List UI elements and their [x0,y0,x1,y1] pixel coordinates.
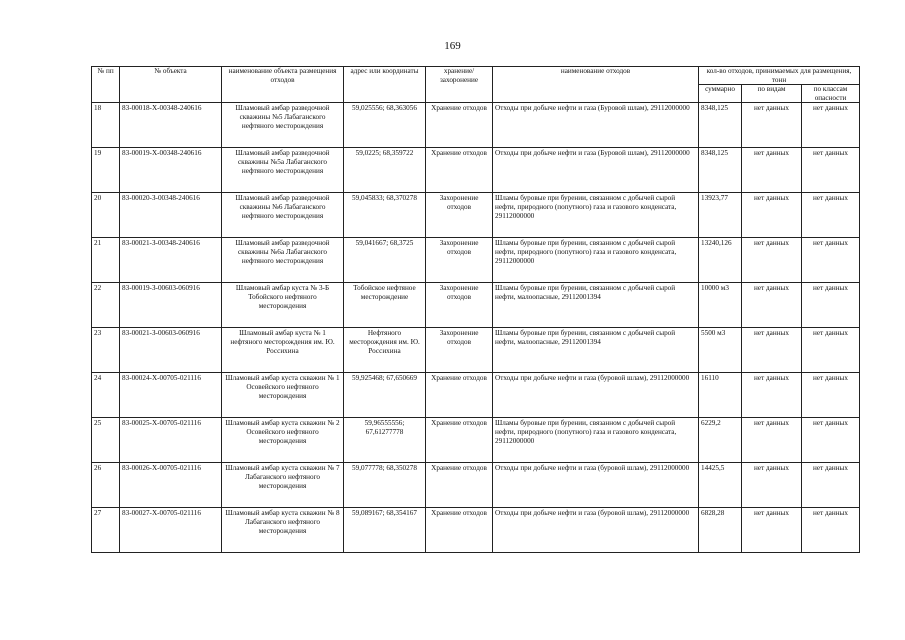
cell-by-class: нет данных [802,328,860,373]
cell-waste: Отходы при добыче нефти и газа (буровой шлам), 29112000000 [493,373,699,418]
header-waste-name: наименование отходов [493,67,699,103]
cell-object-no: 83-00019-З-00603-060916 [120,283,222,328]
cell-address: 59,045833; 68,370278 [344,193,426,238]
header-object-no: № объекта [120,67,222,103]
header-object-name: наименование объекта размещения отходов [222,67,344,103]
cell-by-class: нет данных [802,418,860,463]
cell-total: 16110 [699,373,742,418]
cell-total: 14425,5 [699,463,742,508]
cell-total: 13923,77 [699,193,742,238]
cell-storage: Хранение отходов [426,373,493,418]
cell-waste: Шламы буровые при бурении, связанном с добычей сырой нефти, природного (попутного) газа и газового конденсата, 29112000000 [493,418,699,463]
cell-address: 59,089167; 68,354167 [344,508,426,553]
cell-num: 19 [92,148,120,193]
cell-by-type: нет данных [742,193,802,238]
table-row [92,283,860,328]
cell-num: 25 [92,418,120,463]
table-row [92,418,860,463]
cell-by-class: нет данных [802,148,860,193]
cell-by-class: нет данных [802,193,860,238]
cell-total: 13240,126 [699,238,742,283]
table-body [92,103,860,553]
cell-by-type: нет данных [742,148,802,193]
cell-object-no: 83-00025-Х-00705-021116 [120,418,222,463]
header-row [92,67,860,85]
cell-address: 59,96555556; 67,61277778 [344,418,426,463]
cell-address: 59,077778; 68,350278 [344,463,426,508]
waste-facility-table [91,66,860,553]
header-by-type: по видам [742,85,802,103]
cell-storage: Захоронение отходов [426,193,493,238]
cell-storage: Хранение отходов [426,418,493,463]
cell-waste: Шламы буровые при бурении, связанном с добычей сырой нефти, природного (попутного) газа и газового конденсата, 29112000000 [493,193,699,238]
table-row [92,238,860,283]
cell-storage: Захоронение отходов [426,283,493,328]
cell-object-no: 83-00026-Х-00705-021116 [120,463,222,508]
cell-object-name: Шламовый амбар куста скважин № 7 Лабаганского нефтяного месторождения [222,463,344,508]
cell-address: 59,041667; 68,3725 [344,238,426,283]
table-row [92,508,860,553]
cell-object-no: 83-00021-З-00603-060916 [120,328,222,373]
cell-waste: Отходы при добыче нефти и газа (Буровой шлам), 29112000000 [493,103,699,148]
cell-waste: Шламы буровые при бурении, связанном с добычей сырой нефти, малоопасные, 29112001394 [493,283,699,328]
cell-by-type: нет данных [742,283,802,328]
cell-by-class: нет данных [802,283,860,328]
cell-total: 6229,2 [699,418,742,463]
cell-waste: Отходы при добыче нефти и газа (буровой шлам), 29112000000 [493,508,699,553]
cell-object-no: 83-00020-З-00348-240616 [120,193,222,238]
cell-by-type: нет данных [742,328,802,373]
cell-num: 21 [92,238,120,283]
cell-num: 24 [92,373,120,418]
cell-num: 27 [92,508,120,553]
cell-waste: Отходы при добыче нефти и газа (Буровой шлам), 29112000000 [493,148,699,193]
cell-num: 20 [92,193,120,238]
cell-waste: Шламы буровые при бурении, связанном с добычей сырой нефти, малоопасные, 29112001394 [493,328,699,373]
cell-address: Нефтяного месторождения им. Ю. Россихина [344,328,426,373]
cell-object-name: Шламовый амбар разведочной скважины №6а Лабаганского нефтяного месторождения [222,238,344,283]
cell-total: 5500 м3 [699,328,742,373]
cell-by-type: нет данных [742,238,802,283]
cell-waste: Шламы буровые при бурении, связанном с добычей сырой нефти, природного (попутного) газа и газового конденсата, 29112000000 [493,238,699,283]
cell-address: Тобойское нефтяное месторождение [344,283,426,328]
cell-object-name: Шламовый амбар куста № 1 нефтяного месторождения им. Ю. Россихина [222,328,344,373]
table-row [92,148,860,193]
cell-by-type: нет данных [742,418,802,463]
header-num: № пп [92,67,120,103]
cell-by-class: нет данных [802,103,860,148]
cell-num: 18 [92,103,120,148]
cell-by-class: нет данных [802,373,860,418]
cell-by-class: нет данных [802,508,860,553]
cell-total: 8348,125 [699,148,742,193]
cell-storage: Хранение отходов [426,508,493,553]
cell-waste: Отходы при добыче нефти и газа (буровой шлам), 29112000000 [493,463,699,508]
cell-num: 22 [92,283,120,328]
cell-object-name: Шламовый амбар разведочной скважины №6 Лабаганского нефтяного месторождения [222,193,344,238]
cell-by-type: нет данных [742,373,802,418]
cell-total: 6828,28 [699,508,742,553]
table-row [92,193,860,238]
cell-storage: Хранение отходов [426,463,493,508]
cell-object-no: 83-00018-Х-00348-240616 [120,103,222,148]
table-row [92,103,860,148]
cell-object-no: 83-00019-Х-00348-240616 [120,148,222,193]
cell-storage: Хранение отходов [426,103,493,148]
table-row [92,373,860,418]
cell-total: 8348,125 [699,103,742,148]
cell-object-name: Шламовый амбар куста № 3-Б Тобойского нефтяного месторождения [222,283,344,328]
cell-address: 59,0225; 68,359722 [344,148,426,193]
cell-object-no: 83-00024-Х-00705-021116 [120,373,222,418]
cell-by-class: нет данных [802,238,860,283]
cell-address: 59,025556; 68,363056 [344,103,426,148]
cell-num: 26 [92,463,120,508]
cell-storage: Захоронение отходов [426,328,493,373]
cell-by-type: нет данных [742,508,802,553]
page-number: 169 [444,40,461,52]
cell-object-name: Шламовый амбар куста скважин № 2 Осовейского нефтяного месторождения [222,418,344,463]
cell-object-name: Шламовый амбар куста скважин № 8 Лабаганского нефтяного месторождения [222,508,344,553]
header-address: адрес или координаты [344,67,426,103]
cell-by-type: нет данных [742,103,802,148]
table-row [92,463,860,508]
header-quantity-group: кол-во отходов, принимаемых для размещения, тонн [699,67,860,85]
cell-object-name: Шламовый амбар разведочной скважины №5а Лабаганского нефтяного месторождения [222,148,344,193]
cell-num: 23 [92,328,120,373]
cell-object-name: Шламовый амбар разведочной скважины №5 Лабаганского нефтяного месторождения [222,103,344,148]
header-by-class: по классам опасности [802,85,860,103]
cell-object-name: Шламовый амбар куста скважин № 1 Осовейского нефтяного месторождения [222,373,344,418]
table-row [92,328,860,373]
header-storage: хранение/захоронение [426,67,493,103]
cell-total: 10000 м3 [699,283,742,328]
cell-storage: Хранение отходов [426,148,493,193]
cell-storage: Захоронение отходов [426,238,493,283]
cell-object-no: 83-00027-Х-00705-021116 [120,508,222,553]
cell-object-no: 83-00021-З-00348-240616 [120,238,222,283]
cell-by-type: нет данных [742,463,802,508]
cell-by-class: нет данных [802,463,860,508]
header-total: суммарно [699,85,742,103]
cell-address: 59,925468; 67,650669 [344,373,426,418]
